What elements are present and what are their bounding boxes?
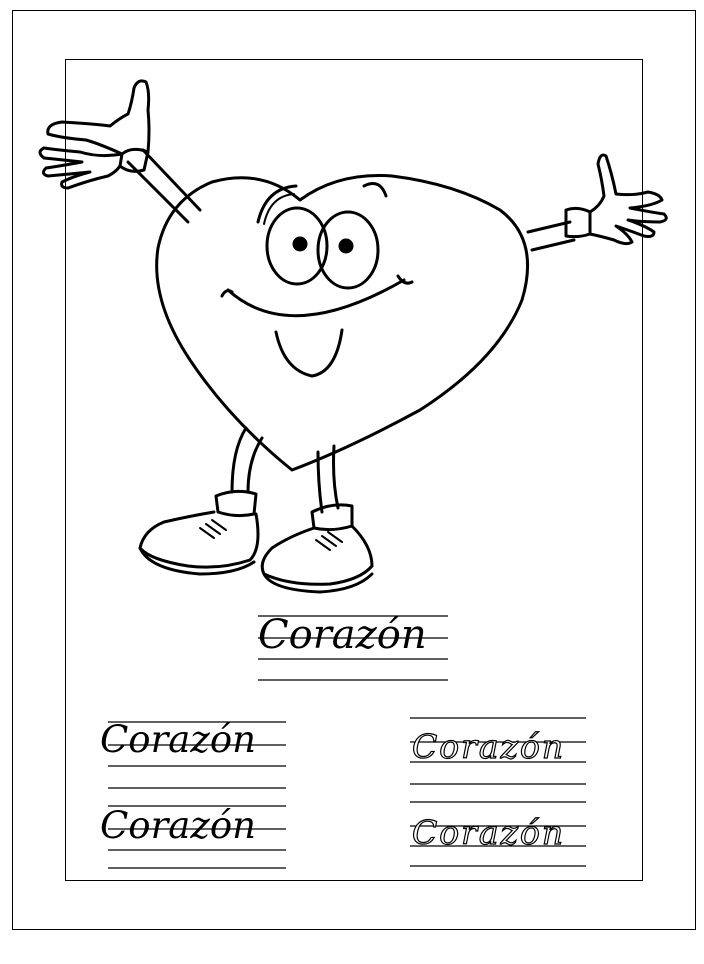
- practice-word-dotted-1: Corazón: [412, 727, 566, 766]
- heart-body: [157, 176, 528, 471]
- mouth: [228, 280, 404, 316]
- right-shoe: [262, 505, 372, 592]
- tongue: [276, 330, 342, 376]
- left-arm: [40, 81, 200, 222]
- practice-word-dotted-2: Corazón: [412, 813, 566, 852]
- main-word-label: Corazón: [258, 612, 427, 658]
- practice-word-solid-2: Corazón: [100, 804, 256, 847]
- right-eyebrow: [364, 184, 386, 196]
- legs: [232, 428, 338, 512]
- practice-word-solid-1: Corazón: [100, 718, 256, 761]
- right-arm: [528, 155, 666, 250]
- left-shoe: [140, 491, 258, 574]
